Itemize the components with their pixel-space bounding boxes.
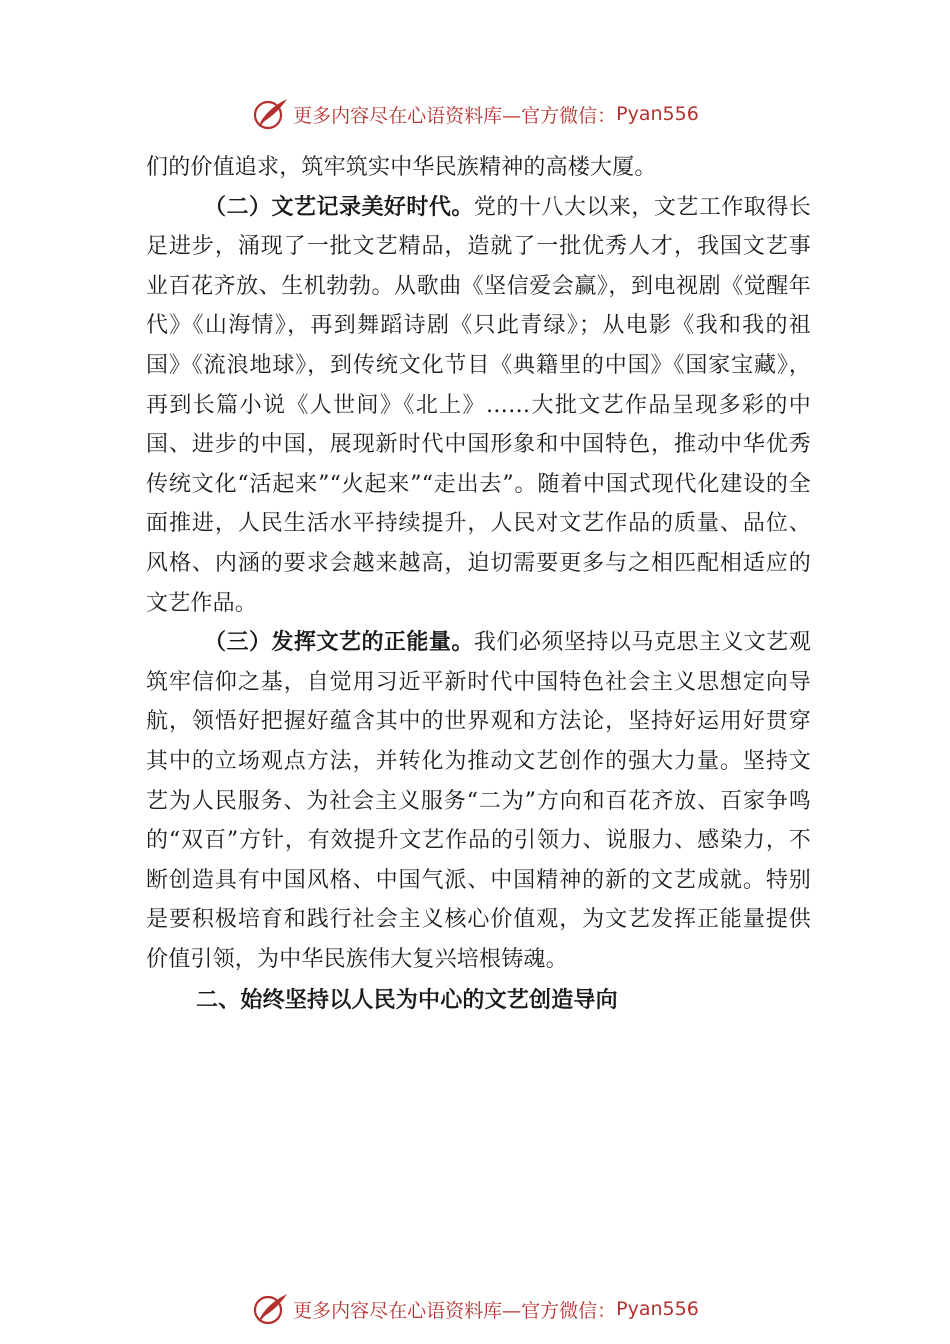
section-3-title: （三）发挥文艺的正能量。 [204,629,474,656]
chapter-heading: 二、始终坚持以人民为中心的文艺创造导向 [196,988,618,1014]
quill-logo-icon [251,1291,291,1327]
paragraph-continuation: 们的价值追求，筑牢筑实中华民族精神的高楼大厦。 [146,155,657,180]
watermark-id: Pyan556 [616,103,699,125]
watermark-footer [0,1289,950,1329]
paragraph-section-2 [146,188,811,624]
document-body [146,148,811,1021]
section-2-text: 党的十八大以来，文艺工作取得长足进步，涌现了一批文艺精品，造就了一批优秀人才，我国文艺事业百花齐放、生机勃勃。从歌曲《坚信爱会赢》，到电视剧《觉醒年代》《山海情》，再到舞蹈诗剧《只此青绿》；从电影《我和我的祖国》《流浪地球》，到传统文化节目《典籍里的中国》《国家宝藏》，再到长篇小说《人世间》《北上》……大批文艺作品呈现多彩的中国、进步的中国，展现新时代中国形象和中国特色，推动中华优秀传统文化“活起来”“火起来”“走出去”。随着中国式现代化建设的全面推进，人民生活水平持续提升，人民对文艺作品的质量、品位、风格、内涵的要求会越来越高，迫切需要更多与之相匹配相适应的文艺作品。 [146,194,811,616]
section-2-title: （二）文艺记录美好时代。 [204,193,474,220]
quill-logo-icon [251,96,291,132]
watermark-header [0,94,950,134]
watermark-id: Pyan556 [616,1298,699,1320]
watermark-text: 更多内容尽在心语资料库—官方微信： [293,104,617,127]
section-3-text: 我们必须坚持以马克思主义文艺观筑牢信仰之基，自觉用习近平新时代中国特色社会主义思想定向导航，领悟好把握好蕴含其中的世界观和方法论，坚持好运用好贯穿其中的立场观点方法，并转化为推动文艺创作的强大力量。坚持文艺为人民服务、为社会主义服务“二为”方向和百花齐放、百家争鸣的“双百”方针，有效提升文艺作品的引领力、说服力、感染力，不断创造具有中国风格、中国气派、中国精神的新的文艺成就。特别是要积极培育和践行社会主义核心价值观，为文艺发挥正能量提供价值引领，为中华民族伟大复兴培根铸魂。 [146,630,811,972]
watermark-text: 更多内容尽在心语资料库—官方微信： [293,1299,617,1322]
paragraph-section-3 [146,623,811,979]
